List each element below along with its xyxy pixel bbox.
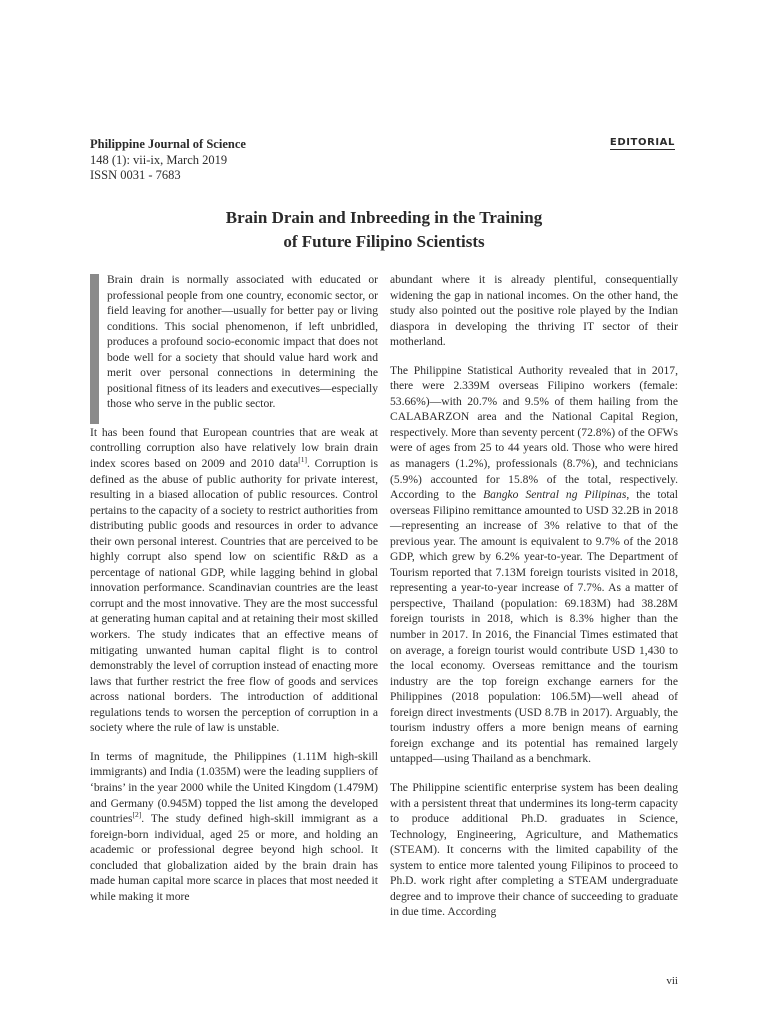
paragraph-text: . The study defined high-skill immigrant as a foreign-born individual, aged 25 or more, and holding an academic or professional degree beyond high school. It concluded that globalization aided by the brain drain has made human capital more scarce in places that most needed it while making it more (90, 812, 378, 903)
paragraph-text: , the total overseas Filipino remittance amounted to USD 32.2B in 2018—representing an increase of 3% relative to that of the previous year. The amount is equivalent to 9.7% of the 2018 GDP, which grew by 6.2% year-to-year. The Department of Tourism reported that 7.13M foreign tourists visited in 2018, representing a year-to-year increase of 7.7%. As a matter of perspective, Thailand (population: 69.183M) had 38.28M foreign tourists in 2018, which is 8.3% higher than the number in 2017. In 2016, the Financial Times estimated that on average, a foreign tourist would contribute USD 1,430 to the local economy. Overseas remittance and the tourism industry are the top foreign exchange earners for the Philippines (2018 population: 106.5M)—well ahead of foreign direct investments (USD 8.7B in 2017). Arguably, the tourism industry offers a more benign means of earning foreign exchange and its potential has remained largely untapped—using Thailand as a benchmark. (390, 488, 679, 766)
paragraph-statistics (390, 363, 678, 767)
journal-citation (90, 137, 246, 184)
left-column (90, 272, 378, 917)
italic-term: Bangko Sentral ng Pilipinas (483, 488, 627, 502)
pullquote (90, 272, 378, 412)
article-title (90, 206, 678, 254)
journal-name: Philippine Journal of Science (90, 137, 246, 151)
pullquote-text: Brain drain is normally associated with educated or professional people from one country, economic sector, or field leaving for another—usually for better pay or living conditions. This social phenomenon, if left unbridled, produces a profound socio-economic impact that does not bode well for a society that should value hard work and merit over personal connections in determining the positional fitness of its leaders and executives—especially those who serve in the public sector. (107, 273, 378, 411)
paragraph-continuation: abundant where it is already plentiful, consequentially widening the gap in national incomes. On the other hand, the study also pointed out the positive role played by the Indian diaspora in developing the thriving IT sector of their motherland. (390, 273, 678, 349)
pullquote-bar (90, 274, 99, 424)
volume-line: 148 (1): vii-ix, March 2019 (90, 152, 228, 167)
paragraph-corruption (90, 425, 378, 736)
right-column (390, 272, 678, 933)
article-title-line-2: of Future Filipino Scientists (283, 232, 485, 251)
page-number: vii (666, 975, 678, 987)
paragraph-magnitude (90, 749, 378, 904)
reference-marker[interactable]: [2] (132, 810, 142, 820)
paragraph-text: . Corruption is defined as the abuse of public authority for private interest, resulting in a biased allocation of public resources. Control pertains to the capacity of a society to restrict authorities from distributing public goods and resources in order to advance their own personal interest. Countries that are perceived to be highly corrupt also spend low on scientific R&D as a percentage of national GDP, while lagging behind in global innovation performance. Scandinavian countries are the least corrupt and the most innovative. They are the most successful at generating human capital and at retaining their most skilled workers. The study indicates that an effective means of mitigating unwanted human capital flight is to control demonstrably the level of corruption instead of enacting more laws that further restrict the free flow of goods and services across national borders. The introduction of additional regulations tends to worsen the perception of corruption in a society where the rule of law is unstable. (90, 457, 379, 735)
paragraph-scientific-enterprise: The Philippine scientific enterprise system has been dealing with a persistent threat that undermines its long-term capacity to produce additional Ph.D. graduates in Science, Technology, Engineering, Agriculture, and Mathematics (STEAM). It concerns with the limited capability of the system to entice more talented young Filipinos to proceed to Ph.D. work right after completing a STEAM undergraduate degree and to improve their chance of succeeding to graduate in due time. According (390, 780, 678, 919)
paragraph-text: The Philippine Statistical Authority revealed that in 2017, there were 2.339M overseas Filipino workers (female: 53.66%)—with 20.7% and 9.5% of them hailing from the CALABARZON area and the National Capital Region, respectively. More than seventy percent (72.8%) of the OFWs were of ages from 25 to 44 years old. Those who were hired as managers (1.2%), professionals (8.7%), and technicians (5.9%) accounted for 15.8% of the total, respectively. According to the (390, 363, 678, 502)
section-label: EDITORIAL (609, 137, 675, 148)
paragraph-text: In terms of magnitude, the Philippines (1.11M high-skill immigrants) and India (1.035M) were the leading suppliers of ‘brains’ in the year 2000 while the United Kingdom (1.479M) and Germany (0.945M) topped the list among the developed countries (90, 749, 378, 826)
paragraph-text: It has been found that European countries that are weak at controlling corruption also have relatively low brain drain index scores based on 2009 and 2010 data (90, 425, 378, 471)
issn-line: ISSN 0031 - 7683 (90, 168, 181, 182)
article-title-line-1: Brain Drain and Inbreeding in the Training (225, 208, 543, 227)
reference-marker[interactable]: [1] (298, 455, 308, 465)
